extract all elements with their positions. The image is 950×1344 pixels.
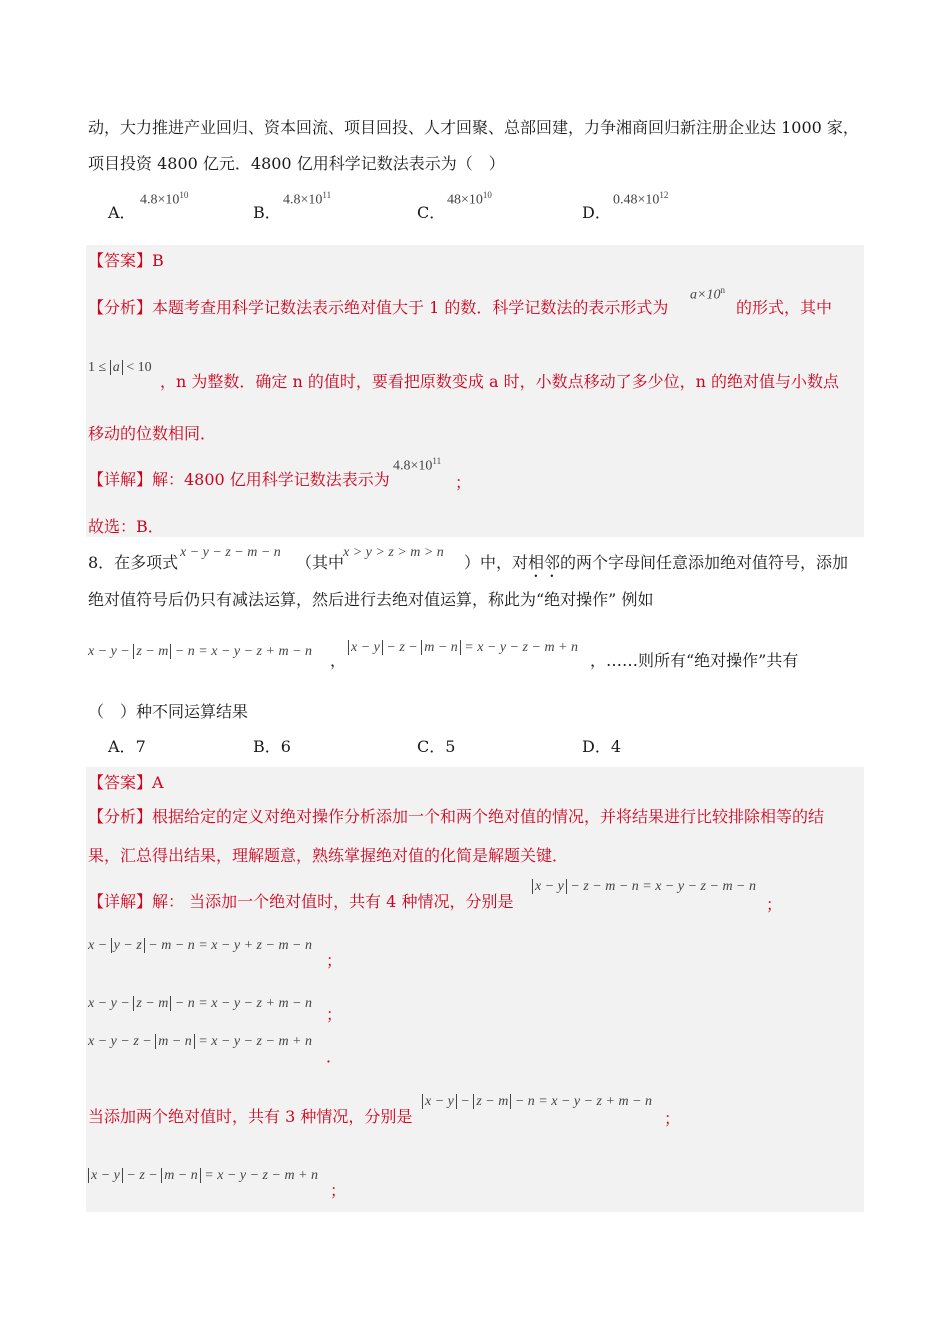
q8-two-prefix: 当添加两个绝对值时，共有 3 种情况，分别是 — [88, 1107, 413, 1126]
q8-example-tail: ，……则所有“绝对操作”共有 — [590, 651, 799, 670]
q8-detail-case1-semi: ； — [766, 895, 783, 914]
q8-detail-case4: x − y − z − m − n = x − y − z − m + n — [88, 1034, 313, 1049]
q8-line2: 绝对值符号后仍只有减法运算，然后进行去绝对值运算，称此为“绝对操作” 例如 — [88, 590, 654, 609]
q8-option-a[interactable]: A．7 — [108, 737, 146, 756]
q8-answer: 【答案】A — [88, 773, 164, 792]
q8-line4: （ ）种不同运算结果 — [88, 702, 249, 721]
q7-line2: 项目投资 4800 亿元．4800 亿用科学记数法表示为（ ） — [88, 154, 505, 173]
q7-option-a-value: $4.8\times 10^{10}$ — [140, 190, 189, 208]
q8-polynomial: x − y − z − m − n — [180, 545, 281, 560]
q8-option-d[interactable]: D．4 — [582, 737, 622, 756]
q8-analysis-line2: 果，汇总得出结果，理解题意，熟练掌握绝对值的化简是解题关键． — [88, 846, 569, 865]
q8-detail-case1: x − y − z − m − n = x − y − z − m − n — [532, 879, 756, 895]
q7-option-b-value: $4.8\times 10^{11}$ — [283, 190, 332, 208]
q7-analysis-line3: 移动的位数相同． — [88, 424, 217, 443]
q7-option-a[interactable]: A． — [108, 203, 136, 222]
q8-example-comma: ， — [330, 651, 347, 670]
q7-option-c-value: $48\times 10^{10}$ — [447, 190, 492, 208]
q8-example1: x − y − z − m − n = x − y − z + m − n — [88, 644, 313, 659]
q7-option-b[interactable]: B． — [253, 203, 281, 222]
q8-detail-case4-period: ． — [326, 1047, 343, 1066]
q8-intro-a: 8．在多项式 — [88, 553, 179, 572]
q8-detail-prefix: 【详解】解： 当添加一个绝对值时，共有 4 种情况，分别是 — [88, 892, 514, 911]
q8-analysis-line1: 【分析】根据给定的定义对绝对操作分析添加一个和两个绝对值的情况，并将结果进行比较排除相等的结 — [88, 807, 825, 826]
q7-answer: 【答案】B — [88, 251, 164, 270]
q7-analysis-prefix: 【分析】本题考查用科学记数法表示绝对值大于 1 的数．科学记数法的表示形式为 — [88, 298, 669, 317]
q8-solution-box — [86, 767, 864, 1212]
q7-detail-formula: $4.8\times 10^{11}$ — [393, 456, 442, 474]
q7-analysis-line2: ，n 为整数．确定 n 的值时，要看把原数变成 a 时，小数点移动了多少位，n 的绝对值与小数点 — [160, 372, 839, 391]
q7-range-formula: 1 ≤ a < 10 — [88, 360, 152, 375]
q8-condition: x > y > z > m > n — [343, 545, 444, 560]
q7-detail-suffix: ； — [455, 473, 472, 492]
q8-detail-case3: x − y − z − m − n = x − y − z + m − n — [88, 996, 313, 1011]
q8-detail-case2: x − y − z − m − n = x − y + z − m − n — [88, 938, 313, 953]
q7-analysis-suffix: 的形式，其中 — [736, 298, 833, 317]
q8-intro-b: （其中 — [296, 553, 345, 572]
q8-two-case2: x − y − z − m − n = x − y − z − m + n — [88, 1168, 318, 1184]
q8-option-b[interactable]: B．6 — [253, 737, 291, 756]
q7-choose: 故选：B． — [88, 517, 164, 536]
q8-two-case2-semi: ； — [330, 1181, 347, 1200]
q8-detail-case3-semi: ； — [326, 1005, 343, 1024]
q7-option-c[interactable]: C． — [417, 203, 446, 222]
q8-two-case1: x − y − z − m − n = x − y − z + m − n — [422, 1094, 652, 1110]
q8-detail-case2-semi: ； — [326, 951, 343, 970]
q7-detail-prefix: 【详解】解：4800 亿用科学记数法表示为 — [88, 470, 390, 489]
q8-two-case1-semi: ； — [664, 1109, 681, 1128]
q7-line1: 动，大力推进产业回归、资本回流、项目回投、人才回聚、总部回建，力争湘商回归新注册企业达 1000 家， — [88, 118, 859, 137]
q7-option-d[interactable]: D． — [582, 203, 611, 222]
q8-example2: x − y − z − m − n = x − y − z − m + n — [348, 640, 578, 656]
q7-analysis-formula: $a\times 10^n$ — [690, 285, 725, 303]
q8-dotted-word: 相邻 — [528, 553, 561, 572]
q8-intro-c-line: ）中，对相邻的两个字母间任意添加绝对值符号，添加 — [464, 553, 849, 572]
q7-option-d-value: $0.48\times 10^{12}$ — [613, 190, 669, 208]
q8-option-c[interactable]: C．5 — [417, 737, 456, 756]
